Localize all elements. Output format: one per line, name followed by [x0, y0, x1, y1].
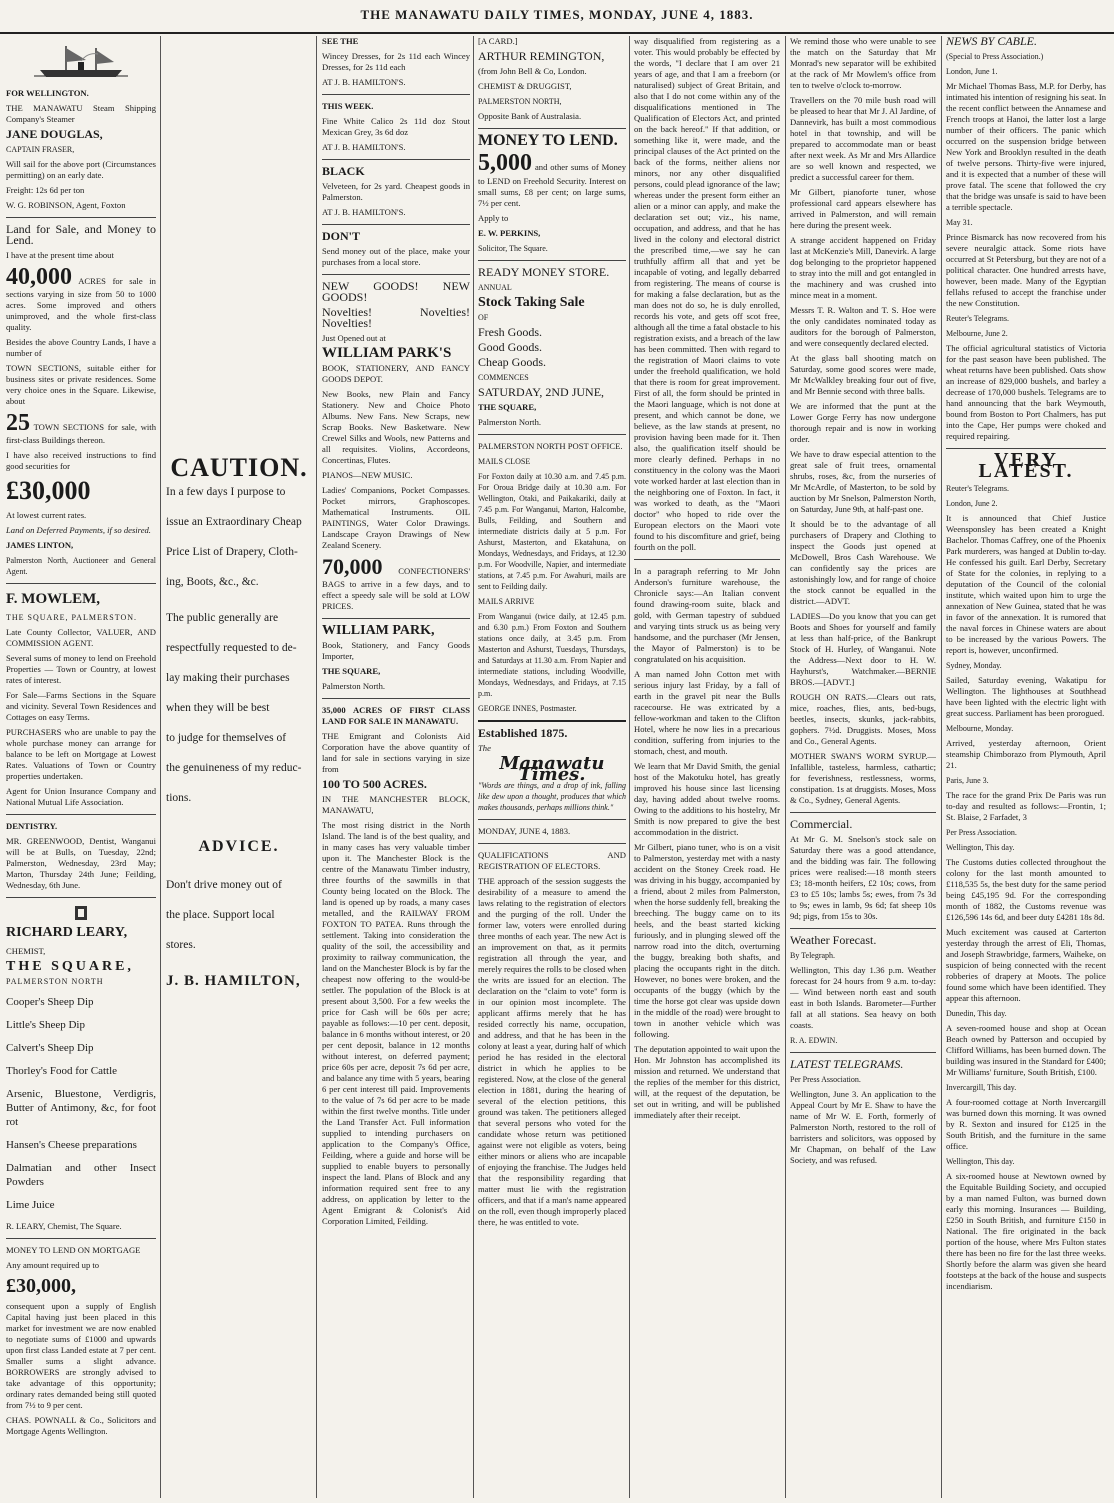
ad-sign: AT J. B. HAMILTON'S. [322, 142, 406, 152]
ad-opened: Just Opened out at [322, 333, 386, 343]
news-item: We are informed that the punt at the Lower Gorge Ferry has now undergone thorough repair and is now in working order. [790, 401, 936, 444]
paper-date: MONDAY, JUNE 4, 1883. [478, 826, 571, 836]
advice-line: stores. [166, 939, 196, 951]
perkins-name: E. W. PERKINS, [478, 228, 541, 238]
park2-square: THE SQUARE, [322, 666, 381, 676]
advice-line: the place. Support local [166, 909, 275, 921]
park-list-2: Ladies' Companions, Pocket Compasses. Pocket mirrors, Graphoscopes. Mathematical Instruments. OIL PAINTINGS, Water Color Drawings. Landscape Crayon Drawings of New Zealand Scenery. [322, 485, 470, 550]
royal-arms-icon [71, 904, 91, 922]
ad-text: Wincey Dresses, for 2s 11d each Wincey Dresses, for 2s 11d each [322, 51, 470, 72]
apply-text: Apply to [478, 213, 509, 223]
cable-text: A six-roomed house at Newtown owned by the Equitable Building Society, and occupied by a man named Fulton, was burned down early this morning. Insurances — Building, £250 in South British, and furniture £150 in National. The fire originated in the back portion of the house, where Mrs Fulton states there has been no fire for the last three weeks. Shortly before the alarm was given she heard footsteps at the back of the house and suspects incendiarism. [946, 1171, 1106, 1291]
of-label: OF [478, 313, 489, 322]
money-text: and other sums of Money to LEND on Freehold Security. Interest on small sums, £8 per cent; on large sums, 7½ per cent. [478, 162, 626, 208]
cable-text: The Customs duties collected throughout the colony for the last month amounted to £118,535 5s, the best duty for the same period being £45,195 9d. For the corresponding month of 1882, the Customs revenue was £126,596 14s 6d, and beer duty £4281 18s 8d. [946, 857, 1106, 922]
ship-heading: FOR WELLINGTON. [6, 88, 89, 98]
dateline: May 31. [946, 218, 973, 227]
dateline: Paris, June 3. [946, 776, 989, 785]
cable-text: It is announced that Chief Justice Weensponsley has been created a Knight Bachelor. Thomas Caffrey, one of the Phoenix Park murderers, was hanged at Dublin to-day. He confessed his guilt. Earl Derby, Secretary of State for the colonies, in replying to a deputation of the Council of the colonial institute, which waited upon him to urge the annexation of New Guinea, stated that he was in favor of the annexation. It is rumored that the naval forces in Chinese waters are about to be increased by the various Powers. The report is, however, unconfirmed. [946, 513, 1106, 655]
money-amount: £30,000 [6, 476, 91, 505]
commercial-text: At Mr G. M. Snelson's stock sale on Saturday there was a good attendance, and the bidding was fair. The following prices were realised:—18 month steers £3; 18-month heifers, £2 10s; cows, from £3 to £5 10s; lambs 5s; ewes, from 7s 3d to 9s; ewes in lamb, 9s 6d; fat sheep 10s 9d; pigs, from 15s to 30s. [790, 834, 936, 921]
cable-text: A four-roomed cottage at North Invercargill was burned down this morning. It was owned by R. Sexton and insured for £125 in the South British, and the furniture in the same office. [946, 1097, 1106, 1151]
column-3 [322, 36, 470, 1498]
park-name: WILLIAM PARK'S [322, 345, 452, 361]
cable-text: A seven-roomed house and shop at Ocean Beach owned by Patterson and occupied by Clifford Williams, has been burned down. The building was insured in the Standard for £400; Mr Williams' furniture, South British, £100. [946, 1023, 1106, 1077]
town-num: 25 [6, 410, 30, 436]
mails-close-heading: MAILS CLOSE [478, 457, 531, 466]
steamship-icon [26, 40, 136, 84]
latest-text: Wellington, June 3. An application to the Appeal Court by Mr E. Shaw to have the name of Mr W. E. Forth, formerly of Palmerston North, restored to the roll of barristers and solicitors, was opposed by Mr Chapman, on behalf of the Law Society, and was refused. [790, 1089, 936, 1165]
cable-text: Sailed, Saturday evening, Wakatipu for Wellington. The lighthouses at Southhead have been lighted with the electric light with great success. Parliament has been prorogued. [946, 675, 1106, 718]
caution-line: respectfully requested to de- [166, 642, 297, 654]
ship-agent: W. G. ROBINSON, Agent, Foxton [6, 200, 126, 210]
ready-money: READY MONEY STORE. [478, 265, 610, 279]
reuters-label: Reuter's Telegrams. [946, 314, 1009, 323]
leary-name: RICHARD LEARY, [6, 925, 128, 940]
news-item: It should be to the advantage of all purchasers of Drapery and Clothing to inspect the Goods just opened at McDowell, Bros Cash Warehouse. We can confidently say the prices are astonishingly low, and for range of choice the stock cannot be equalled in the district.—ADVT. [790, 519, 936, 606]
news-item: Mr Gilbert, piano tuner, who is on a visit to Palmerston, yesterday met with a nasty accident on the Stoney Creek road. He was driving in his buggy, accompanied by a friend, about 2 miles from Palmerston, when the horse suddenly fell, breaking the breeching. The buggy came on to its heels, and the beast started kicking furiously, and in plunging slewed off the narrow road into the ditch, overturning the buggy, breaking both shafts, and placing the occupants right in the ditch. However, no bones were broken, and the occupants of the buggy (which by the time the horse got clear was upside down in the middle of the road) were brought to town in another vehicle which was following. [634, 842, 780, 1039]
cable-text: The race for the grand Prix De Paris was run to-day and resulted as follows:—Frontin, 1; St. Blaise, 2 Farfadet, 3 [946, 790, 1106, 822]
land-heading: 35,000 ACRES OF FIRST CLASS LAND FOR SALE IN MANAWATU. [322, 705, 470, 726]
ad-heading: NEW GOODS! NEW GOODS! [322, 279, 470, 304]
dateline: Invercargill, This day. [946, 1083, 1017, 1092]
caution-line: to judge for themselves of [166, 732, 287, 744]
linton-title: Palmerston North, Auctioneer and General Agent. [6, 556, 156, 576]
remington-opposite: Opposite Bank of Australasia. [478, 111, 582, 121]
goods-line: Cheap Goods. [478, 355, 546, 369]
land-acres-text: ACRES for sale in sections varying in size from 50 to 1000 acres. Some improved and others unimproved, and the whole first-class quality. [6, 276, 156, 332]
ad-text: Velveteen, for 2s yard. Cheapest goods in Palmerston. [322, 181, 470, 202]
leary-product-list [6, 995, 156, 1212]
dateline: Melbourne, June 2. [946, 329, 1008, 338]
mowlem-name: F. MOWLEM, [6, 591, 101, 607]
paper-title: Manawatu Times. [499, 753, 605, 785]
goods-line: Good Goods. [478, 340, 543, 354]
mortgage-text: Any amount required up to [6, 1260, 100, 1270]
column-rule [473, 36, 474, 1498]
news-item: MOTHER SWAN'S WORM SYRUP.—Infallible, tasteless, harmless, cathartic; for feverishness, restlessness, worms, constipation. 1s at druggists. Moses, Moss & Co., Sydney, General Agents. [790, 751, 936, 805]
news-item: In a paragraph referring to Mr John Anderson's furniture warehouse, the Chronicle says:—An Italian convent found drawing-room suite, black and gold, with German tapestry of subdued and varying tints struck us as being very handsome, and the purchaser (Mr Jensen, the Mayor of Palmerston) is to be congratulated on his acquisition. [634, 566, 780, 664]
square-label: THE SQUARE, [478, 402, 537, 412]
reuters-label: Reuter's Telegrams. [946, 484, 1009, 493]
ship-text: THE MANAWATU Steam Shipping Company's Steamer [6, 103, 156, 124]
remington-from: (from John Bell & Co, London. [478, 66, 587, 76]
leary-square: THE SQUARE, [6, 959, 134, 974]
dateline: London, June 2. [946, 499, 998, 508]
land-more: Besides the above Country Lands, I have a number of [6, 337, 156, 358]
rates-text: At lowest current rates. [6, 510, 87, 520]
advice-line: Don't drive money out of [166, 879, 282, 891]
ad-novelties: Novelties! Novelties! Novelties! [322, 305, 470, 330]
postmaster-sign: GEORGE INNES, Postmaster. [478, 704, 577, 713]
deferred-text: Land on Deferred Payments, if so desired. [6, 525, 151, 535]
leary-sign: R. LEARY, Chemist, The Square. [6, 1221, 122, 1231]
dateline: London, June 1. [946, 67, 998, 76]
land-text: I have at the present time about [6, 250, 114, 260]
latest-by: Per Press Association. [790, 1075, 861, 1084]
mortgage-sign: CHAS. POWNALL & Co., Solicitors and Mortgage Agents Wellington. [6, 1415, 156, 1436]
remington-name: ARTHUR REMINGTON, [478, 49, 605, 63]
article-heading: QUALIFICATIONS AND REGISTRATION OF ELECTORS. [478, 850, 626, 871]
ad-heading: DON'T [322, 229, 361, 243]
caution-line: The public generally are [166, 612, 279, 624]
cable-text: Mr Michael Thomas Bass, M.P. for Derby, has intimated his intention of resigning his seat. In the recent conflict between the Annamese and French troops at Hanoi, the latter lost a large number of their officers. The panic which occurred on the suspension bridge between New York and Brooklyn resulted in the death of twelve persons. Thirty-five were injured, and it is expected that a number of these will prove fatal. The scene that followed the cry that the bridge was unsafe is said to have been a terrible spectacle. [946, 81, 1106, 212]
bags-text: CONFECTIONERS' BAGS to arrive in a few days, and to effect a speedy sale will be sold at LOW PRICES. [322, 566, 470, 611]
news-item: The deputation appointed to wait upon the Hon. Mr Johnston has accomplished its mission and returned. We understand that the replies of the member for this district, will, at the request of the deputation, be set out in writing, and will be published immediately after their receipt. [634, 1044, 780, 1120]
news-item: Messrs T. R. Walton and T. S. Hoe were the only candidates nominated today as auditors for the borough of Palmerston, and were consequently declared elected. [790, 305, 936, 348]
column-rule [629, 36, 630, 1498]
article-text: THE approach of the session suggests the desirability of a measure to amend the laws relating to the registration of electors and the purging of the roll. Under the former law, voters were enrolled during three months of each year. The new Act is an improvement on that, as it permits registration all through the year, and merely requires the rolls to be closed when the writs are issued for an election. The declaration on the "claim to vote" form is in our opinion most incomplete. The applicant affirms merely that he has resided correctly his name, occupation, and address, and that he has been in the colony at least a year, during half of which period he has resided in the electoral district in which he applies to be registered. Now, at the close of the general election in 1881, during the hearing of several of the election petitions, this ground was taken. The petitioners alleged that several persons who voted for the candidate whose return was petitioned against were not eligible as voters, being either minors or aliens who are incapable of enjoying the franchise. The Judges held that the responsibility regarding that matter must lie with the registration officers, and that if a man's name appeared on the roll, even though improperly placed there, he was entitled to vote. [478, 876, 626, 1227]
dateline: Sydney, Monday. [946, 661, 1002, 670]
park-list: New Books, new Plain and Fancy Stationery. New and Choice Photo Albums. New Fans. New Scraps, new Scrap Books. New Basketware. New Crewel Silks and Wools, new Patterns and all requisites. Violins, Accordeons, Concertinas, Flutes. [322, 389, 470, 465]
column-2 [166, 36, 312, 1498]
hamilton-sign: J. B. HAMILTON, [166, 973, 301, 989]
remington-title: CHEMIST & DRUGGIST, [478, 81, 572, 91]
piano-heading: PIANOS—NEW MUSIC. [322, 470, 413, 480]
mails-arrive-heading: MAILS ARRIVE [478, 597, 535, 606]
farms-text: For Sale—Farms Sections in the Square and vicinity. Several Town Residences and Cottages on easy Terms. [6, 690, 156, 722]
mails-close-text: For Foxton daily at 10.30 a.m. and 7.45 p.m. For Oroua Bridge daily at 10.30 a.m. For Wellington, Otaki, and Paikakariki, daily at 7.45 p.m. For Wanganui, Marton, Halcombe, Bulls, Feilding, and Southern and intermediate districts daily at 5 p.m. For Ashurst, Masterton, and Ekatahuna, on Mondays, Wednesdays, and Fridays, at 12.30 p.m. For Woodville, Napier, and intermediate stations, at 7.45 p.m. For Awahuri, mails are sent to Feilding daily. [478, 472, 626, 591]
weather-text: Wellington, This day 1.36 p.m. Weather forecast for 24 hours from 9 a.m. to-day:— Wind between north east and south east in both Islands. Barometer—Further fall at all stations. Sea heavy on both coasts. [790, 965, 936, 1030]
cable-text: Prince Bismarck has now recovered from his severe neuralgic attack. Some riots have occurred at St Petersburg, but they are not of a political character. One hundred arrests have, however, been made. Many of the Egyptian fellahs refused to accept the franchise under the new Constitution. [946, 232, 1106, 308]
column-5 [634, 36, 780, 1498]
caution-heading: CAUTION. [170, 453, 308, 482]
press-label: Per Press Association. [946, 828, 1017, 837]
purchasers-text: PURCHASERS who are unable to pay the whole purchase money can arrange for balance to be left on Mortgage at Lowest Rates. Valuations of Town or Country properties undertaken. [6, 727, 156, 781]
annual-label: ANNUAL [478, 283, 512, 292]
ad-heading: SEE THE [322, 36, 359, 46]
land-block: IN THE MANCHESTER BLOCK, MANAWATU, [322, 794, 470, 815]
ad-sign: AT J. B. HAMILTON'S. [322, 207, 406, 217]
weather-heading: Weather Forecast. [790, 933, 877, 947]
caution-line: ing, Boots, &c., &c. [166, 576, 259, 588]
mortgage-sum: £30,000, [6, 1275, 76, 1297]
cable-text: Arrived, yesterday afternoon, Orient steamship Chimborazo from Plymouth, April 21. [946, 738, 1106, 770]
ship-sail: Will sail for the above port (Circumstances permitting) on an early date. [6, 159, 156, 180]
news-item: A man named John Cotton met with serious injury last Friday, by a fall of earth in the gravel pit near the Bulls racecourse. He was extricated by a fellow-workman and taken to the Clifton Hotel, where he now lies in a precarious condition, suffering from injuries to the stomach, chest, and mouth. [634, 669, 780, 756]
caution-line: issue an Extraordinary Cheap [166, 516, 302, 528]
leary-item: Calvert's Sheep Dip [6, 1042, 94, 1054]
perkins-title: Solicitor, The Square. [478, 244, 548, 253]
ship-name: JANE DOUGLAS, [6, 127, 103, 141]
established-label: Established 1875. [478, 726, 568, 740]
leary-item: Dalmatian and other Insect Powders [6, 1162, 156, 1188]
column-rule [316, 36, 317, 1498]
park2-name: WILLIAM PARK, [322, 623, 435, 638]
caution-line: In a few days I purpose to [166, 486, 286, 498]
caution-line: Price List of Drapery, Cloth- [166, 546, 298, 558]
column-rule [160, 36, 161, 1498]
advice-heading: ADVICE. [198, 838, 280, 855]
masthead-title: THE MANAWATU DAILY TIMES, MONDAY, JUNE 4, 1883. [360, 7, 754, 22]
invest-text: I have also received instructions to find good securities for [6, 450, 156, 471]
remington-address: PALMERSTON NORTH, [478, 97, 562, 106]
leary-item: Thorley's Food for Cattle [6, 1065, 118, 1077]
ad-text: Send money out of the place, make your purchases from a local store. [322, 246, 470, 267]
mortgage-heading: MONEY TO LEND ON MORTGAGE [6, 1245, 141, 1255]
news-item: ROUGH ON RATS.—Clears out rats, mice, roaches, flies, ants, bed-bugs, beetles, insects, skunks, jack-rabbits, gophers. 7½d. Druggists. Moses, Moss and Co., General Agents. [790, 692, 936, 746]
mowlem-address: THE SQUARE, PALMERSTON. [6, 613, 138, 622]
article-text: way disqualified from registering as a voter. This would probably be effected by the words, "I declare that I am over 21 years of age, and that I am a freeborn (or naturalised) subject of Great Britain, and also that I do not come within any of the disqualifications mentioned in The Qualification of Electors Act, and printed on the back hereof." If that addition, or something like it, were made, and the principal clauses of the Act printed on the back of the forms, neither aliens nor minors, nor any other disqualified persons, could plead ignorance of the law; whereas under the present form either an alien or a minor can apply, and make the declaration set out; viz., his name, occupation, and address, and that he has lived in the colony and electoral district the prescribed time,—we say he can truthfully affirm all that and yet be incapable of voting, and legally debarred from registering. The means of course is for making a false declaration, but as the man does not do so, he is duly enrolled, records his vote, and gets off scot free, although all the time a fatal obstacle to his registration exists, and a breach of the law has been committed. Then with regard to the registration of Maori claims to vote under the freehold qualification, we hold that there is room for great improvement. First of all, the form should be printed in the Maori language, which is not done at present, and which cannot be done, we believe, as the law stands at present, no provision having been made for it. Then also, the qualification itself should be more clearly defined. Perhaps in no constituency in the colony was the Maori vote worked harder at last election than in the neighboring one of Foxton. In fact, it was worked to death, as the "Maori doctor" who hoped to ride over the European electors on the Maori vote found to his discomfiture and grief, being fourth on the poll. [634, 36, 780, 552]
leary-item: Arsenic, Bluestone, Verdigris, Butter of Antimony, &c, for foot rot [6, 1088, 156, 1128]
park-shop: BOOK, STATIONERY, AND FANCY GOODS DEPOT. [322, 363, 470, 384]
dentistry-heading: DENTISTRY. [6, 821, 58, 831]
weather-sign: R. A. EDWIN. [790, 1036, 838, 1045]
town-text: TOWN SECTIONS, suitable either for business sites or private residences. Some very choice ones in the Square. Likewise, about [6, 363, 156, 406]
leary-item: Hansen's Cheese preparations [6, 1139, 137, 1151]
commences-label: COMMENCES [478, 373, 529, 382]
caution-line: lay making their purchases [166, 672, 290, 684]
commercial-heading: Commercial. [790, 817, 853, 831]
bags-num: 70,000 [322, 554, 383, 579]
column-7 [946, 36, 1106, 1498]
insurance-text: Agent for Union Insurance Company and National Mutual Life Association. [6, 786, 156, 807]
news-item: We have to draw especial attention to the great sale of fruit trees, ornamental shrubs, roses, &c, from the nurseries of Mr McArdle, of Masterton, to be sold by auction by Mr Snelson, Palmerston North, on Saturday, June 9th, at half-past one. [790, 449, 936, 514]
leary-item: Little's Sheep Dip [6, 1019, 85, 1031]
masthead [0, 0, 1114, 34]
news-item: Mr Gilbert, pianoforte tuner, whose professional card appears elsewhere has arrived in Palmerston, and will remain here during the present week. [790, 187, 936, 230]
ship-freight: Freight: 12s 6d per ton [6, 185, 85, 195]
park2-town: Palmerston North. [322, 681, 386, 691]
paper-the: The [478, 743, 491, 753]
linton-name: JAMES LINTON, [6, 540, 74, 550]
leary-title: CHEMIST, [6, 946, 46, 956]
money-heading: MONEY TO LEND. [478, 132, 618, 149]
news-item: At the glass ball shooting match on Saturday, some good scores were made, Mr McWalkley breaking four out of five, and Mr Bennie second with three balls. [790, 353, 936, 396]
weather-by: By Telegraph. [790, 951, 836, 960]
mails-arrive-text: From Wanganui (twice daily, at 12.45 p.m. and 6.30 p.m.) From Foxton and Southern stations once daily, at 3.45 p.m. From Masterton and Ashurst, Tuesdays, Thursdays, and Saturdays at 11.30 a.m. From Napier and intermediate stations, including Woodville, Mondays, Wednesdays, and Fridays, at 7.15 p.m. [478, 612, 626, 698]
caution-line: tions. [166, 792, 192, 804]
park2-title: Book, Stationery, and Fancy Goods Importer, [322, 640, 470, 661]
cable-text: Much excitement was caused at Carterton yesterday through the arrest of Eli, Thomas, and Joseph Strawbridge, farmers, Waiheke, on suspicion of being connected with the recent robberies of drapery at Moots. The police found some which have been identified. They appear this afternoon. [946, 927, 1106, 1003]
town-label: Palmerston North. [478, 417, 542, 427]
ad-text: Fine White Calico 2s 11d doz Stout Mexican Grey, 3s 6d doz [322, 116, 470, 137]
ad-sign: AT J. B. HAMILTON'S. [322, 77, 406, 87]
dateline: Wellington, This day. [946, 843, 1015, 852]
caution-line: when they will be best [166, 702, 270, 714]
land-acres: 40,000 [6, 264, 72, 290]
mowlem-text: Several sums of money to lend on Freehold Properties — Town or Country, at lowest rates of interest. [6, 653, 156, 685]
paper-motto: "Words are things, and a drop of ink, falling like dew upon a thought, produces that which makes thousands, perhaps millions think." [478, 781, 626, 812]
land-heading: Land for Sale, and Money to Lend. [6, 222, 156, 247]
news-item: We remind those who were unable to see the match on the Saturday that Mr Monrad's new separator will be exhibited at the rack of Mr Mowlem's office from ten to twelve o'clock to-morrow. [790, 36, 936, 90]
column-6 [790, 36, 936, 1498]
news-item: LADIES—Do you know that you can get Boots and Shoes for yourself and family at less than half-price, of the Bankrupt Stock of H. Hurley, of Wanganui. Note the Address—Next door to H. W. Hayhurst's, Watchmaker.—BERNIE BROS.—[ADVT.] [790, 611, 936, 687]
leary-item: Lime Juice [6, 1199, 55, 1211]
land-range: 100 TO 500 ACRES. [322, 777, 427, 791]
mortgage-body: consequent upon a supply of English Capital having just been placed in this market for investment we are now enabled to negotiate sums of £1000 and upwards upon first class Landed estate at 7 per cent. Smaller sums a slight advance. BORROWERS are strongly advised to take advantage of this opportunity; ordinary rates demanded being still quoted from 7½ to 9 per cent. [6, 1301, 156, 1410]
stock-heading: Stock Taking Sale [478, 295, 585, 310]
goods-line: Fresh Goods. [478, 325, 543, 339]
dateline: Dunedin, This day. [946, 1009, 1007, 1018]
dentist-text: MR. GREENWOOD, Dentist, Wanganui will be at Bulls, on Tuesday, 22nd; Palmerston, Wednesday, 23rd May; Marton, Thursday 24th June; Feilding, Wednesday, 6th June. [6, 836, 156, 890]
caution-line: the genuineness of my reduc- [166, 762, 302, 774]
saturday-date: SATURDAY, 2ND JUNE, [478, 385, 605, 399]
ad-heading: THIS WEEK. [322, 101, 374, 111]
leary-town: PALMERSTON NORTH [6, 977, 104, 986]
cable-by: (Special to Press Association.) [946, 52, 1044, 61]
news-item: Travellers on the 70 mile bush road will be pleased to hear that Mr J. Al Jardine, of Dannevirk, has built a most commodious hotel in that township, and will be prepared to accommodate man or beast after next week. As Mr and Mrs Allardice are so well known and respected, we predict a successful career for them. [790, 95, 936, 182]
post-heading: PALMERSTON NORTH POST OFFICE. [478, 441, 623, 451]
leary-item: Cooper's Sheep Dip [6, 996, 94, 1008]
column-rule [941, 36, 942, 1498]
land-text: THE Emigrant and Colonists Aid Corporation have the above quantity of land for sale in sections varying in size from [322, 731, 470, 774]
latest-heading: LATEST TELEGRAMS. [790, 1057, 904, 1071]
column-rule [785, 36, 786, 1498]
town-num-text: TOWN SECTIONS for sale, with first-class Buildings thereon. [6, 422, 156, 445]
money-num: 5,000 [478, 150, 532, 176]
dateline: Melbourne, Monday. [946, 724, 1014, 733]
column-1 [6, 36, 156, 1498]
card-label: [A CARD.] [478, 36, 518, 46]
ad-heading: BLACK [322, 164, 365, 178]
land-body: The most rising district in the North Island. The land is of the best quality, and in many cases has very valuable timber upon it. The Manchester Block is the centre of the Manawatu Timber industry, three fourths of the sawmills in that County being located on the Block. The land is opened up by roads, a many cases metalled, and the RAILWAY FROM FOXTON TO PATEA. Runs through the settlement. Taking into consideration the quality of the soil, the accessibility and proximity to railway communication, the land on the Manchester Block is by far the cheapest now offering to the would-be settler. The population of the Block is at present about 3,500. For a few weeks the price for Cash will be 60s per acre; payable as follows:—10 per cent. deposit, balance in 6 months without interest, or 20 per cent deposit, balance in 12 months without interest, on deferred payment; price 60s per acre, deposit 7s 6d per acre, and balance any time with 5 years, bearing 6 per cent interest till paid. Improvements to the value of 7s 6d per acre to be made within the first twelve months. Title under the Land Transfer Act. Full information supplied to intending purchasers on application to the Company's Office, Feilding, where a guide and horse will be supplied to enable buyers to personally inspect the land. Plans of Block and any information required sent free to any address, on application by letter to the Agent Emigrant & Colonist's Aid Corporation Limited, Feilding. [322, 820, 470, 1226]
mowlem-title: Late County Collector, VALUER, AND COMMISSION AGENT. [6, 627, 156, 648]
news-item: We learn that Mr David Smith, the genial host of the Makotuku hotel, has greatly improved his house since last licensing day, having added about twelve rooms. Owing to the additions to his hostelry, Mr Smith is now prepared to give the best accommodation in the district. [634, 761, 780, 837]
very-latest-heading: VERY LATEST. [978, 449, 1074, 482]
dateline: Wellington, This day. [946, 1157, 1015, 1166]
cable-heading: NEWS BY CABLE. [946, 36, 1038, 48]
ship-captain: CAPTAIN FRASER, [6, 145, 75, 154]
cable-text: The official agricultural statistics of Victoria for the past season have been published. The wheat returns have been published. Oats show an increase of 829,000 bushels, and barley a decrease of 170,000 bushels. Telegrams are to hand announcing that the bark Weymouth, bound from Boston to Port Chalmers, has put into the Cape, Her pumps were choked and required repairing. [946, 343, 1106, 441]
column-4 [478, 36, 626, 1498]
news-item: A strange accident happened on Friday last at McKenzie's Mill, Danevirk. A large dog belonging to the proprietor happened to stray into the mill and got entangled in the machinery and was crushed into mince meat in a moment. [790, 235, 936, 300]
